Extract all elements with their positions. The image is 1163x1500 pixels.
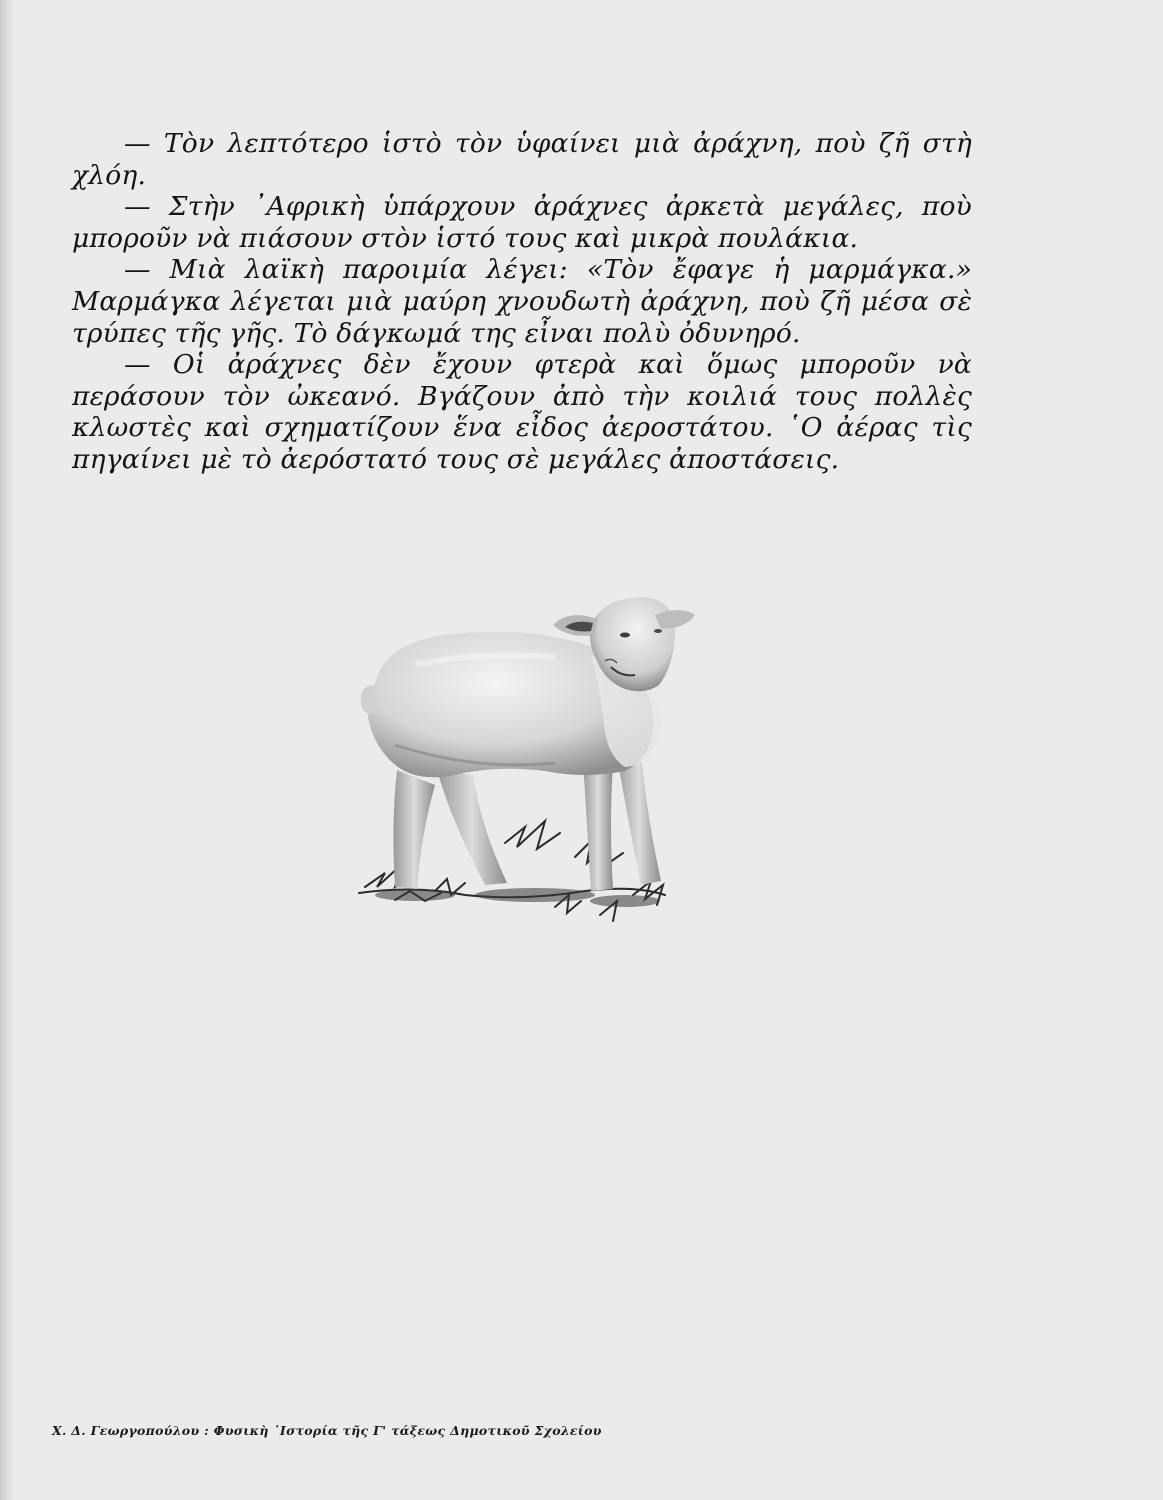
hind-leg-shape bbox=[393, 770, 435, 889]
paragraph-spider-balloon: — Οἱ ἀράχνες δὲν ἔχουν φτερὰ καὶ ὅμως μποροῦν νὰ περάσουν τὸν ὠκεανό. Βγάζουν ἀπὸ τὴν κοιλιά τους πολλὲς κλωστὲς καὶ σχηματίζουν ἕνα εἶδος ἀεροστάτου. ῾Ο ἀέρας τὶς πηγαίνει μὲ τὸ ἀερόστατό τους σὲ μεγάλες ἀποστάσεις. bbox=[72, 349, 972, 475]
paragraph-african-spiders: — Στὴν ᾿Αφρικὴ ὑπάρχουν ἀράχνες ἀρκετὰ μεγάλες, ποὺ μποροῦν νὰ πιάσουν στὸν ἱστό τους καὶ μικρὰ πουλάκια. bbox=[72, 191, 972, 254]
body-text bbox=[72, 128, 972, 476]
front-leg-shape bbox=[583, 760, 613, 891]
paragraph-marmagka-proverb: — Μιὰ λαϊκὴ παροιμία λέγει: «Τὸν ἔφαγε ἡ μαρμάγκα.» Μαρμάγκα λέγεται μιὰ μαύρη χνουδωτὴ ἀράχνη, ποὺ ζῆ μέσα σὲ τρύπες τῆς γῆς. Τὸ δάγκωμά της εἶναι πολὺ ὀδυνηρό. bbox=[72, 254, 972, 349]
lamb-illustration bbox=[355, 595, 695, 945]
paragraph-spider-web: — Τὸν λεπτότερο ἱστὸ τὸν ὑφαίνει μιὰ ἀράχνη, ποὺ ζῆ στὴ χλόη. bbox=[72, 128, 972, 191]
book-footer-credit: Χ. Δ. Γεωργοπούλου : Φυσικὴ ῾Ιστορία τῆς Γ' τάξεως Δημοτικοῦ Σχολείου bbox=[52, 1423, 602, 1438]
page-binding-edge bbox=[0, 0, 14, 1500]
